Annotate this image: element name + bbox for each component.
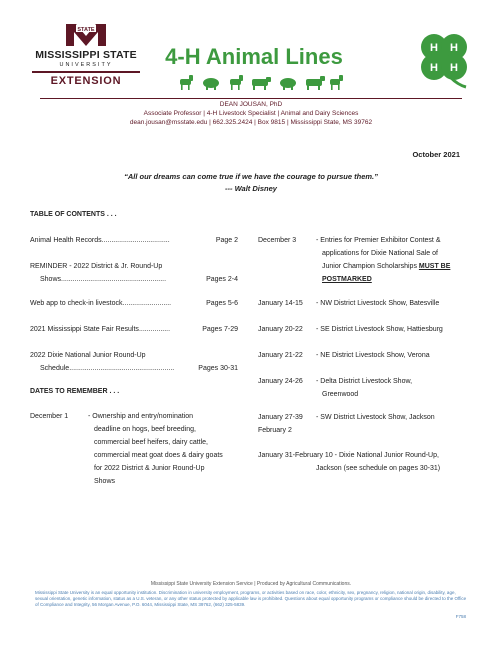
toc-label: Web app to check-in livestock [30,300,123,307]
event-line: - Ownership and entry/nomination [88,413,194,420]
event-line: Shows [94,478,116,485]
event-description: - SW District Livestock Show, Jackson [316,414,435,421]
event-description [316,234,486,286]
footer-title: Mississippi State University Extension Service | Produced by Agricultural Communications. [150,581,352,587]
event-line: - Entries for Premier Exhibitor Contest & [316,237,441,244]
event-date: January 24-26 [258,378,303,385]
toc-dots: ...................................................... [61,276,167,283]
toc-label: 2022 Dixie National Junior Round-Up [30,352,146,359]
toc-label: Animal Health Records [30,237,102,244]
author-contact: dean.jousan@msstate.edu | 662.325.2424 | Box 9815 | Mississippi State, MS 39762 [129,119,373,126]
pig-icon [280,78,296,90]
event-date: December 3 [258,237,297,244]
quote-author: --- Walt Disney [225,184,277,193]
event-line: commercial beef heifers, dairy cattle, [94,439,208,446]
goat-icon [180,75,193,90]
toc-dots: ...................................................... [69,365,175,372]
author-name: DEAN JOUSAN, PhD [219,101,283,108]
event-line: Greenwood [322,391,359,398]
toc-item[interactable] [30,349,238,375]
toc-page: Pages 30-31 [198,365,238,372]
header-divider [40,98,462,99]
msu-m-shield-icon [64,22,108,48]
event-line: - Delta District Livestock Show, [316,378,413,385]
toc-heading: TABLE OF CONTENTS . . . [30,211,117,218]
pig-icon [203,78,219,90]
event-line: applications for Dixie National Sale of [322,250,438,257]
event-line: Jackson (see schedule on pages 30-31) [316,465,441,472]
svg-text:H: H [430,42,438,54]
toc-dots: ......................... [122,300,172,307]
event-emphasis: MUST BE [418,263,451,270]
event-date-line: February 2 [258,427,292,434]
toc-label-continued: Schedule [40,365,70,372]
event-line: - Dixie National Junior Round-Up, [334,452,439,459]
goat-icon [230,75,243,90]
event-description: - NW District Livestock Show, Batesville [316,300,440,307]
event-description: - SE District Livestock Show, Hattiesburg [316,326,443,333]
svg-text:H: H [450,62,458,74]
event-description [88,410,258,488]
toc-page: Page 2 [215,237,238,244]
msu-logo-state-text: STATE [77,27,95,33]
event-date-line: January 27-39 [258,414,303,421]
footer-disclaimer: Mississippi State University is an equal opportunity institution. Discrimination in university employment, programs, or activities based on race, color, ethnicity, sex, pregnancy, religion, national origin, disability, age, sexual orientation, genetic information, status as a U.S. veteran, or any other status protected by applicable law is prohibited. Questions about equal opportunity programs or compliance should be directed to the Office of Compliance and Integrity, 56 Morgan Avenue, P.O. 6044, Mississippi State, MS 39762, (662) 325-5839. [35,590,467,607]
cow-icon [306,76,325,90]
svg-text:H: H [430,62,438,74]
toc-page: Pages 5-6 [206,300,238,307]
toc-item[interactable] [30,260,238,286]
animal-silhouettes [176,73,346,91]
event-description [316,375,486,401]
svg-text:H: H [450,42,458,54]
toc-dots: ................................... [101,237,170,244]
event-line: Junior Champion Scholarships [322,263,417,270]
event-description: - NE District Livestock Show, Verona [316,352,430,359]
event-line: for 2022 District & Junior Round-Up [94,465,205,472]
msu-university: UNIVERSITY [59,62,113,68]
event-long [258,449,478,475]
msu-name: MISSISSIPPI STATE [35,49,137,61]
quote-text: “All our dreams can come true if we have the courage to pursue them.” [124,172,378,181]
dates-heading: DATES TO REMEMBER . . . [30,388,120,395]
toc-label-continued: Shows [40,276,62,283]
event-date [258,411,303,437]
msu-extension: EXTENSION [50,75,122,87]
issue-date: October 2021 [412,150,460,159]
toc-item[interactable] [30,297,238,310]
event-emphasis: POSTMARKED [322,276,372,283]
cow-icon [252,77,271,90]
event-date: January 14-15 [258,300,303,307]
event-date: December 1 [30,413,69,420]
event-date: January 21-22 [258,352,303,359]
author-role: Associate Professor | 4-H Livestock Specialist | Animal and Dairy Sciences [143,110,359,117]
event-date: January 20-22 [258,326,303,333]
event-date: January 31-February 10 [258,452,333,459]
newsletter-title: 4-H Animal Lines [165,44,343,69]
toc-dots: ................ [138,326,171,333]
footer-code: F758 [455,614,466,619]
toc-label: REMINDER - 2022 District & Jr. Round-Up [30,263,163,270]
livestock-icons [176,73,346,91]
toc-item[interactable] [30,234,238,247]
toc-label: 2021 Mississippi State Fair Results [30,326,139,333]
event-line: deadline on hogs, beef breeding, [94,426,196,433]
event-line: commercial meat goat does & dairy goats [94,452,223,459]
toc-page: Pages 2-4 [206,276,238,283]
4h-clover-logo [412,27,476,91]
msu-extension-logo [28,22,144,94]
logo-divider [32,71,140,73]
toc-page: Pages 7-29 [202,326,238,333]
toc-item[interactable] [30,323,238,336]
goat-icon [330,75,343,90]
